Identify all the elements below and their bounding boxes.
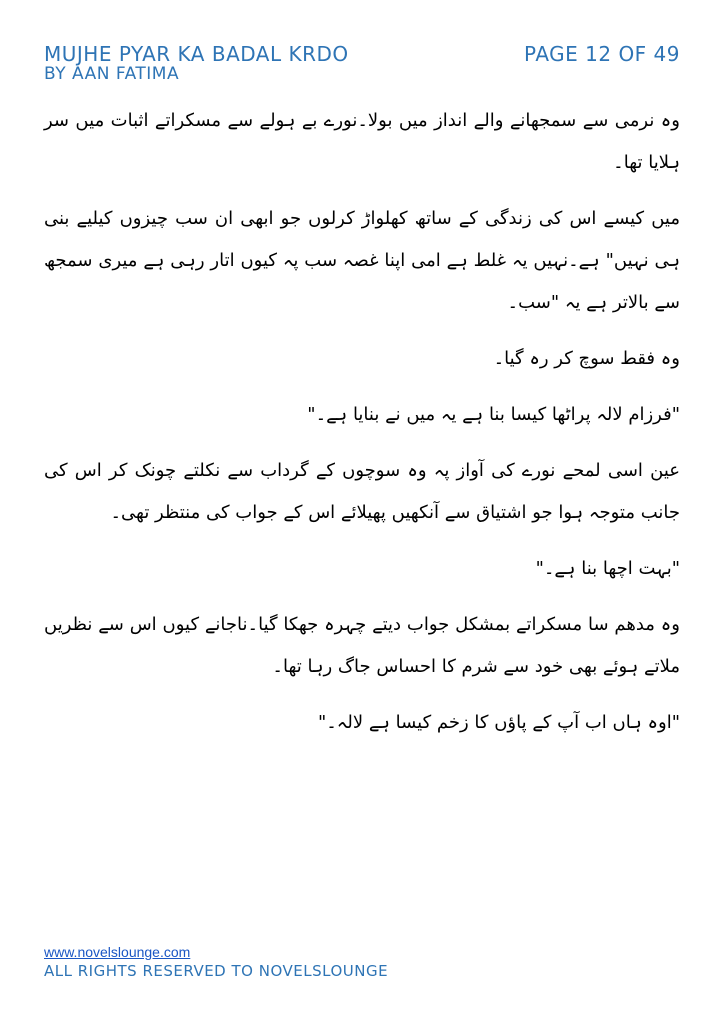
paragraph: وہ مدھم سا مسکراتے بمشکل جواب دیتے چہرہ جھکا گیا۔ناجانے کیوں اس سے نظریں ملاتے ہوئے بھی خود سے شرم کا احساس جاگ رہا تھا۔	[44, 614, 680, 677]
paragraph: "بہت اچھا بنا ہے۔"	[535, 558, 680, 579]
author-line: BY AAN FATIMA	[44, 64, 180, 84]
paragraph: وہ نرمی سے سمجھانے والے انداز میں بولا۔نورے بے ہولے سے مسکراتے اثبات میں سر ہلایا تھا۔	[44, 110, 680, 173]
novel-title: MUJHE PYAR KA BADAL KRDO	[44, 42, 349, 66]
page-number: PAGE 12 OF 49	[524, 42, 680, 66]
rights-notice: ALL RIGHTS RESERVED TO NOVELSLOUNGE	[44, 962, 389, 980]
paragraph: وہ فقط سوچ کر رہ گیا۔	[493, 348, 680, 369]
paragraph: میں کیسے اس کی زندگی کے ساتھ کھلواڑ کرلوں جو ابھی ان سب چیزوں کیلیے بنی ہی نہیں" ہے۔نہیں یہ غلط ہے امی اپنا غصہ سب پہ کیوں اتار رہی ہے میری سمجھ سے بالاتر ہے یہ "سب۔	[44, 208, 680, 313]
paragraph: "اوہ ہاں اب آپ کے پاؤں کا زخم کیسا ہے لالہ۔"	[317, 712, 680, 733]
website-link[interactable]: www.novelslounge.com	[44, 944, 191, 960]
paragraph: عین اسی لمحے نورے کی آواز پہ وہ سوچوں کے گرداب سے نکلتے چونک کر اس کی جانب متوجہ ہوا جو اشتیاق سے آنکھیں پھیلائے اس کے جواب کی منتظر تھی۔	[44, 460, 680, 523]
story-text	[44, 100, 680, 758]
paragraph: "فرزام لالہ پراٹھا کیسا بنا ہے یہ میں نے بنایا ہے۔"	[307, 404, 680, 425]
